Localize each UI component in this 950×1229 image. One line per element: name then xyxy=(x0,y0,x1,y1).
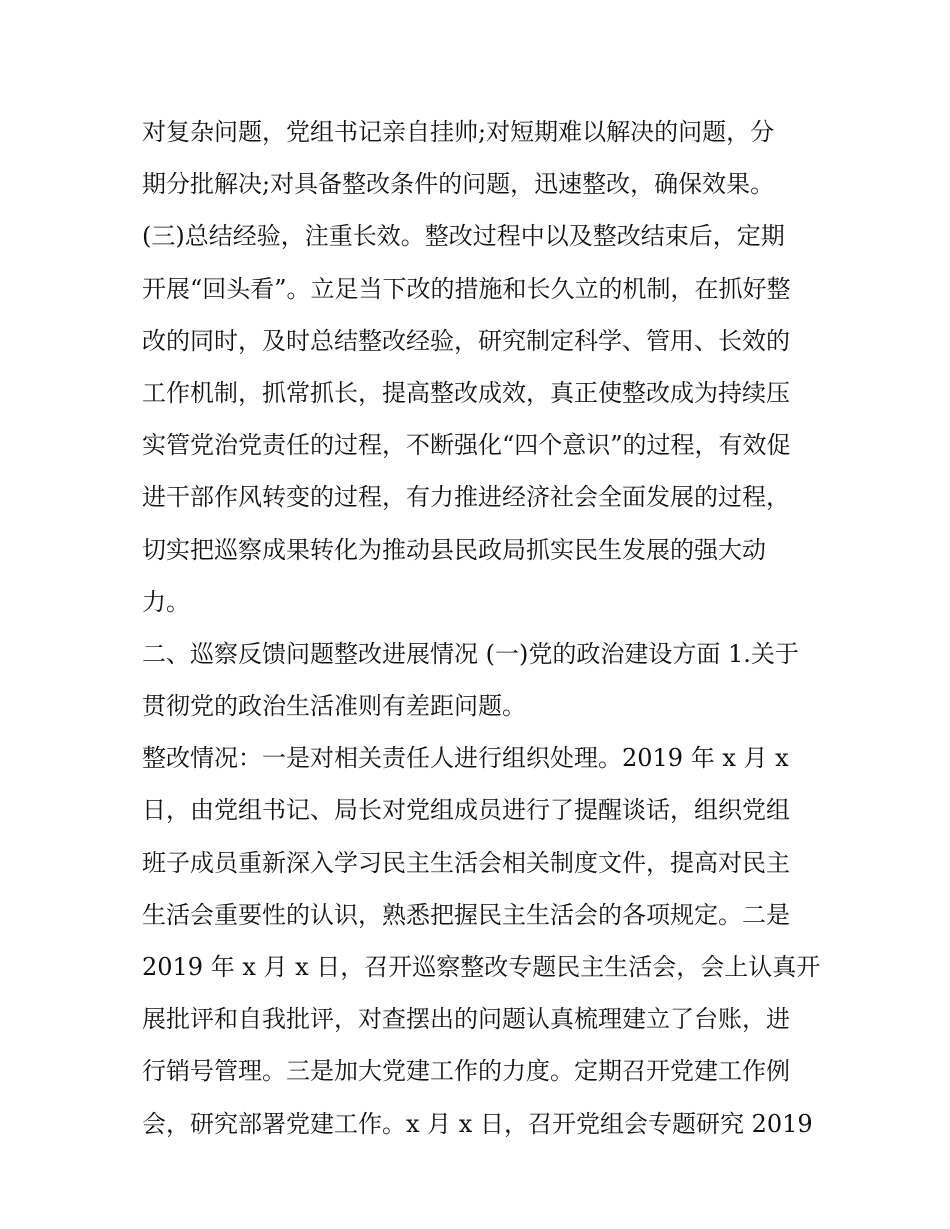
text-line: 生活会重要性的认识，熟悉把握民主生活会的各项规定。二是 xyxy=(142,900,790,929)
text-line: 实管党治党责任的过程，不断强化“四个意识”的过程，有效促 xyxy=(142,431,791,460)
text-line: 期分批解决;对具备整改条件的问题，迅速整改，确保效果。 xyxy=(142,170,775,199)
text-line: 工作机制，抓常抓长，提高整改成效，真正使整改成为持续压 xyxy=(142,378,790,407)
body-text xyxy=(142,106,822,1150)
text-line: 会，研究部署党建工作。x 月 x 日，召开党组会专题研究 2019 xyxy=(142,1109,813,1138)
text-line: 二、巡察反馈问题整改进展情况 (一)党的政治建设方面 1.关于 xyxy=(142,639,799,668)
text-line: 展批评和自我批评，对查摆出的问题认真梳理建立了台账，进 xyxy=(142,1005,790,1034)
text-line: 力。 xyxy=(142,587,190,616)
text-line: 日，由党组书记、局长对党组成员进行了提醒谈话，组织党组 xyxy=(142,796,790,825)
text-line: 开展“回头看”。立足当下改的措施和长久立的机制，在抓好整 xyxy=(142,274,791,303)
text-line: 改的同时，及时总结整改经验，研究制定科学、管用、长效的 xyxy=(142,326,790,355)
text-line: 2019 年 x 月 x 日，召开巡察整改专题民主生活会，会上认真开 xyxy=(142,953,821,981)
text-line: 贯彻党的政治生活准则有差距问题。 xyxy=(142,692,526,721)
text-line: 切实把巡察成果转化为推动县民政局抓实民生发展的强大动 xyxy=(142,535,766,564)
text-line: 行销号管理。三是加大党建工作的力度。定期召开党建工作例 xyxy=(142,1057,790,1086)
text-line: (三)总结经验，注重长效。整改过程中以及整改结束后，定期 xyxy=(142,222,785,251)
text-line: 班子成员重新深入学习民主生活会相关制度文件，提高对民主 xyxy=(142,848,790,877)
text-line: 整改情况：一是对相关责任人进行组织处理。2019 年 x 月 x xyxy=(142,744,789,773)
text-line: 进干部作风转变的过程，有力推进经济社会全面发展的过程， xyxy=(142,483,790,512)
text-line: 对复杂问题，党组书记亲自挂帅;对短期难以解决的问题，分 xyxy=(142,118,775,146)
